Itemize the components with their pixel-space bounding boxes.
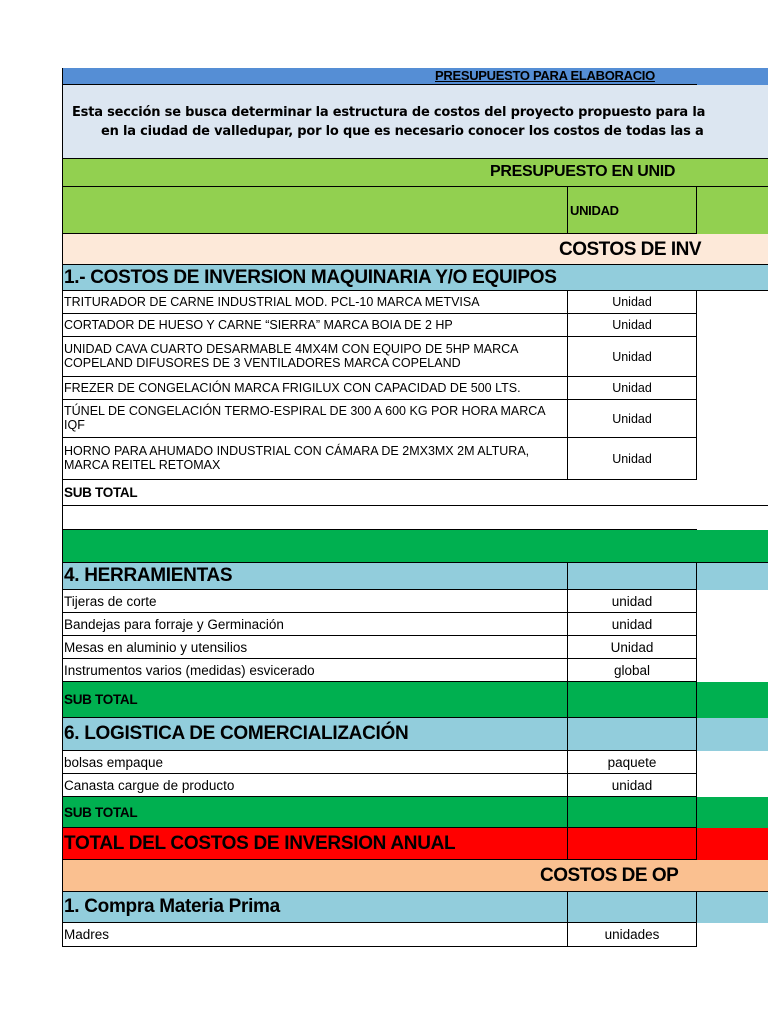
column-header-row xyxy=(62,187,768,234)
item-unit: unidad xyxy=(611,777,653,793)
item-description: HORNO PARA AHUMADO INDUSTRIAL CON CÁMARA DE 2MX3MX 2M ALTURA, MARCA REITEL RETOMAX xyxy=(64,444,530,472)
section1-subtotal-row xyxy=(62,480,768,506)
item-unit: Unidad xyxy=(612,451,652,466)
item-unit: Unidad xyxy=(612,349,652,364)
item-description: Instrumentos varios (medidas) esvicerado xyxy=(64,662,315,678)
table-row xyxy=(62,291,768,314)
table-row xyxy=(62,314,768,337)
item-unit: global xyxy=(613,662,651,678)
budget-header: PRESUPUESTO EN UNID xyxy=(490,163,676,180)
table-row xyxy=(62,923,768,947)
item-description: UNIDAD CAVA CUARTO DESARMABLE 4MX4M CON EQUIPO DE 5HP MARCA COPELAND DIFUSORES DE 3 VENTILADORES MARCA COPELAND xyxy=(64,342,518,370)
item-description: Madres xyxy=(64,927,110,942)
item-unit: Unidad xyxy=(612,381,652,395)
item-unit: Unidad xyxy=(612,295,652,309)
operation1-title-row xyxy=(62,892,768,923)
section1-title-row xyxy=(62,265,768,291)
empty-row xyxy=(62,506,768,530)
section4-subtotal-row xyxy=(62,682,768,718)
table-row xyxy=(62,751,768,774)
item-unit: Unidad xyxy=(612,411,652,426)
table-row xyxy=(62,659,768,682)
table-row xyxy=(62,590,768,613)
section4-title-row xyxy=(62,563,768,590)
section6-title: 6. LOGISTICA DE COMERCIALIZACIÓN xyxy=(64,723,409,744)
item-description: bolsas empaque xyxy=(64,754,164,770)
item-unit: paquete xyxy=(607,754,657,770)
section6-title-row xyxy=(62,718,768,751)
item-description: Tijeras de corte xyxy=(64,593,157,609)
budget-header-row xyxy=(62,159,768,187)
item-unit: Unidad xyxy=(610,639,654,655)
item-unit: Unidad xyxy=(612,318,652,332)
table-row xyxy=(62,377,768,400)
item-description: FREZER DE CONGELACIÓN MARCA FRIGILUX CON CAPACIDAD DE 500 LTS. xyxy=(64,381,521,395)
section4-subtotal: SUB TOTAL xyxy=(64,692,138,707)
section6-subtotal-row xyxy=(62,797,768,828)
total-row xyxy=(62,828,768,860)
table-row xyxy=(62,774,768,797)
item-description: TRITURADOR DE CARNE INDUSTRIAL MOD. PCL-10 MARCA METVISA xyxy=(64,295,480,309)
table-row xyxy=(62,636,768,659)
sheet-title: PRESUPUESTO PARA ELABORACIO xyxy=(435,68,655,83)
item-unit: unidades xyxy=(604,927,660,942)
total-label: TOTAL DEL COSTOS DE INVERSION ANUAL xyxy=(64,832,456,854)
item-unit: unidad xyxy=(611,593,653,609)
title-row xyxy=(62,68,768,85)
investment-header-row xyxy=(62,234,768,265)
item-unit: unidad xyxy=(611,616,653,632)
table-row xyxy=(62,438,768,480)
sheet-left-border xyxy=(62,68,63,947)
section1-title: 1.- COSTOS DE INVERSION MAQUINARIA Y/O EQUIPOS xyxy=(64,266,557,288)
item-description: Canasta cargue de producto xyxy=(64,777,235,793)
item-description: Mesas en aluminio y utensilios xyxy=(64,639,248,655)
section6-subtotal: SUB TOTAL xyxy=(64,804,138,820)
item-description: Bandejas para forraje y Germinación xyxy=(64,616,284,632)
intro-block xyxy=(62,85,768,159)
green-spacer-row xyxy=(62,530,768,563)
item-description: CORTADOR DE HUESO Y CARNE “SIERRA” MARCA BOIA DE 2 HP xyxy=(64,318,453,332)
section1-subtotal: SUB TOTAL xyxy=(64,485,138,500)
operation-header: COSTOS DE OP xyxy=(540,865,679,886)
intro-line-1: Esta sección se busca determinar la estructura de costos del proyecto propuesto para la xyxy=(72,105,706,120)
operation1-title: 1. Compra Materia Prima xyxy=(64,896,280,917)
investment-header: COSTOS DE INV xyxy=(559,239,702,260)
section4-title: 4. HERRAMIENTAS xyxy=(64,565,233,586)
table-row xyxy=(62,400,768,438)
item-description: TÚNEL DE CONGELACIÓN TERMO-ESPIRAL DE 300 A 600 KG POR HORA MARCA IQF xyxy=(64,404,545,432)
unit-column-header: UNIDAD xyxy=(570,202,619,218)
operation-header-row xyxy=(62,860,768,892)
intro-line-2: en la ciudad de valledupar, por lo que es necesario conocer los costos de todas las a xyxy=(101,124,704,139)
table-row xyxy=(62,613,768,636)
table-row xyxy=(62,337,768,377)
